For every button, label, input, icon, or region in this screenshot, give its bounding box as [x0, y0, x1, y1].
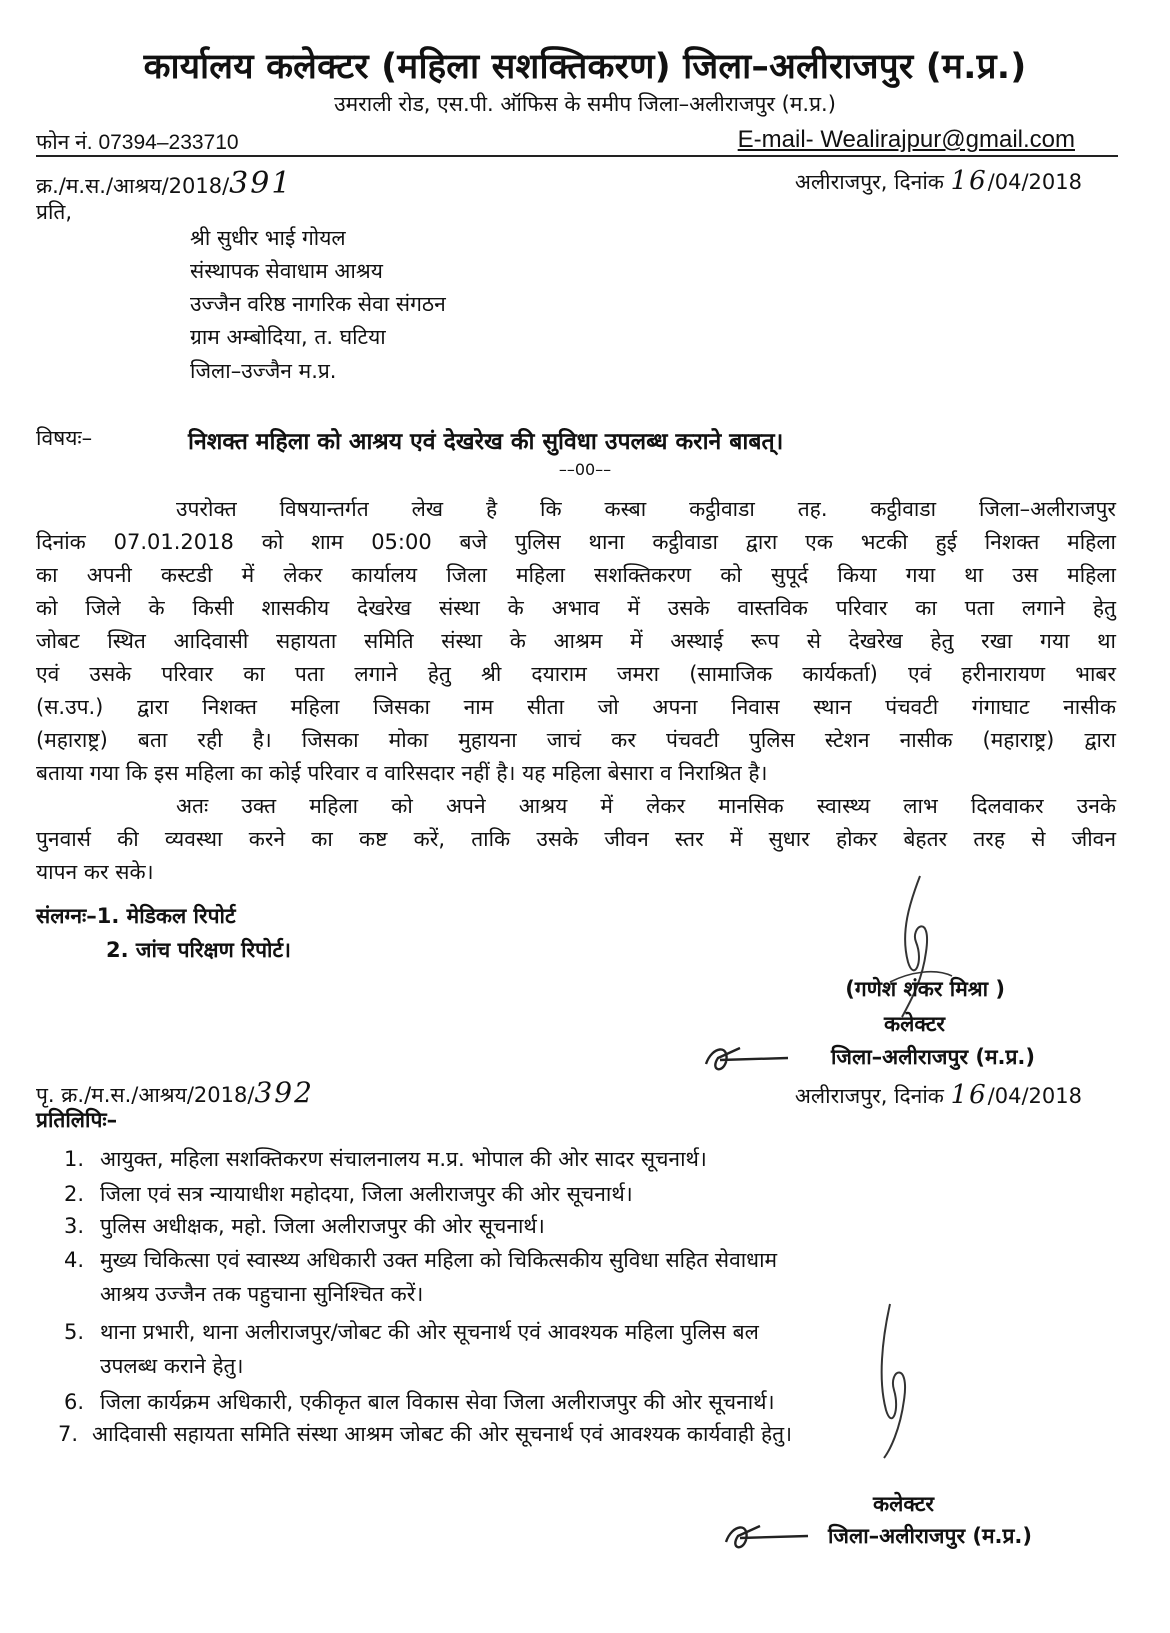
- phone-number: फोन नं. 07394–233710: [36, 131, 239, 154]
- copy-item-number: 5.: [64, 1320, 85, 1344]
- body-line: को जिले के किसी शासकीय देखरेख संस्था के अभाव में उसके वास्तविक परिवार का पता लगाने हेतु: [36, 596, 1116, 620]
- copy-item-text: आयुक्त, महिला सशक्तिकरण संचालनालय म.प्र. भोपाल की ओर सादर सूचनार्थ।: [100, 1147, 707, 1171]
- letterhead-address: उमराली रोड, एस.पी. ऑफिस के समीप जिला–अलीराजपुर (म.प्र.): [334, 92, 836, 116]
- body-line: (स.उप.) द्वारा निशक्त महिला जिसका नाम सीता जो अपना निवास स्थान पंचवटी गंगाघाट नासीक: [36, 695, 1116, 719]
- body-line: जोबट स्थित आदिवासी सहायता समिति संस्था के आश्रम में अस्थाई रूप से देखरेख हेतु रखा गया था: [36, 629, 1116, 653]
- copy-item-number: 2.: [64, 1182, 85, 1206]
- signatory-designation: कलेक्टर: [884, 1012, 945, 1036]
- recipient-line: उज्जैन वरिष्ठ नागरिक सेवा संगठन: [190, 292, 446, 316]
- recipient-line: संस्थापक सेवाधाम आश्रय: [190, 259, 383, 283]
- date-day-handwritten: 16: [950, 166, 988, 196]
- copy-item: [64, 1388, 775, 1416]
- copy-item-text: पुलिस अधीक्षक, महो. जिला अलीराजपुर की ओर सूचनार्थ।: [100, 1214, 545, 1238]
- copy-item: [64, 1246, 777, 1274]
- enclosures-first: [36, 902, 236, 930]
- reference-number: [36, 166, 292, 201]
- reference-date: [795, 166, 1082, 196]
- recipient-line: ग्राम अम्बोदिया, त. घटिया: [190, 325, 386, 349]
- copy-reference-prefix: पृ. क्र./म.स./आश्रय/2018/: [36, 1083, 255, 1107]
- copy-date-day-handwritten: 16: [950, 1080, 988, 1110]
- copy-item-number: 3.: [64, 1214, 85, 1238]
- body-paragraph-1: [36, 493, 1116, 790]
- copy-item-number: 7.: [58, 1422, 79, 1446]
- signatory-name: (गणेश शंकर मिश्रा ): [845, 977, 1005, 1001]
- body-line: यापन कर सके।: [36, 860, 154, 884]
- subject-divider: ––00––: [558, 460, 612, 479]
- header-rule: [36, 155, 1118, 157]
- date-month-year: /04/2018: [987, 170, 1082, 194]
- body-line: अतः उक्त महिला को अपने आश्रय में लेकर मानसिक स्वास्थ्य लाभ दिलवाकर उनके: [176, 794, 1116, 818]
- body-line: का अपनी कस्टडी में लेकर कार्यालय जिला महिला सशक्तिकरण को सुपूर्द किया गया था उस महिला: [36, 563, 1116, 587]
- copy-date-prefix: अलीराजपुर, दिनांक: [794, 1084, 951, 1108]
- initials-scribble: [700, 1040, 790, 1076]
- body-line: उपरोक्त विषयान्तर्गत लेख है कि कस्बा कट्ठीवाडा तह. कट्ठीवाडा जिला–अलीराजपुर: [176, 497, 1116, 521]
- signatory-district: जिला–अलीराजपुर (म.प्र.): [827, 1524, 1032, 1548]
- copy-item-text: थाना प्रभारी, थाना अलीराजपुर/जोबट की ओर सूचनार्थ एवं आवश्यक महिला पुलिस बल: [100, 1320, 759, 1344]
- body-line: (महाराष्ट्र) बता रही है। जिसका मोका मुहायना जाचं कर पंचवटी पुलिस स्टेशन नासीक (महाराष्ट्र) द्वारा: [36, 728, 1116, 752]
- copy-item: [64, 1180, 633, 1208]
- subject-label: विषयः–: [36, 426, 93, 450]
- initials-scribble: [720, 1518, 810, 1554]
- letterhead-title: कार्यालय कलेक्टर (महिला सशक्तिकरण) जिला–अलीराजपुर (म.प्र.): [143, 47, 1027, 87]
- copy-date-month-year: /04/2018: [987, 1084, 1082, 1108]
- copy-reference-handwritten-number: 392: [254, 1076, 314, 1109]
- copy-reference-date: [795, 1080, 1082, 1110]
- copy-item-text: जिला कार्यक्रम अधिकारी, एकीकृत बाल विकास सेवा जिला अलीराजपुर की ओर सूचनार्थ।: [100, 1390, 775, 1414]
- copy-item: [64, 1145, 707, 1173]
- salutation: प्रति,: [36, 200, 73, 224]
- body-line: एवं उसके परिवार का पता लगाने हेतु श्री दयाराम जमरा (सामाजिक कार्यकर्ता) एवं हरीनारायण भाबर: [36, 662, 1116, 686]
- signatory-designation: कलेक्टर: [873, 1492, 934, 1516]
- copy-item: [64, 1212, 545, 1240]
- copy-item-continuation: उपलब्ध कराने हेतु।: [100, 1354, 244, 1378]
- body-line: पुनवार्स की व्यवस्था करने का कष्ट करें, ताकि उसके जीवन स्तर में सुधार होकर बेहतर तरह से जीवन: [36, 827, 1116, 851]
- copy-item-number: 4.: [64, 1248, 85, 1272]
- body-line: बताया गया कि इस महिला का कोई परिवार व वारिसदार नहीं है। यह महिला बेसारा व निराश्रित है।: [36, 761, 768, 785]
- email-address: E-mail- Wealirajpur@gmail.com: [737, 126, 1075, 153]
- copy-item-text: जिला एवं सत्र न्यायाधीश महोदया, जिला अलीराजपुर की ओर सूचनार्थ।: [100, 1182, 633, 1206]
- date-prefix: अलीराजपुर, दिनांक: [794, 170, 951, 194]
- copy-item-text: आदिवासी सहायता समिति संस्था आश्रम जोबट की ओर सूचनार्थ एवं आवश्यक कार्यवाही हेतु।: [92, 1422, 793, 1446]
- enclosures-label: संलग्नः–: [36, 904, 97, 928]
- reference-handwritten-number: 391: [229, 166, 293, 201]
- copy-item-number: 1.: [64, 1147, 85, 1171]
- copy-item-continuation: आश्रय उज्जैन तक पहुचाना सुनिश्चित करें।: [100, 1282, 424, 1306]
- copy-item-number: 6.: [64, 1390, 85, 1414]
- reference-prefix: क्र./म.स./आश्रय/2018/: [36, 174, 230, 198]
- signature-scribble: [860, 1300, 930, 1460]
- copy-item: [64, 1318, 759, 1346]
- signatory-district: जिला–अलीराजपुर (म.प्र.): [830, 1045, 1035, 1069]
- subject-text: निशक्त महिला को आश्रय एवं देखरेख की सुविधा उपलब्ध कराने बाबत्।: [188, 429, 784, 455]
- enclosure-item: 2. जांच परिक्षण रिपोर्ट।: [106, 938, 292, 962]
- recipient-line: श्री सुधीर भाई गोयल: [190, 226, 346, 250]
- copy-item-text: मुख्य चिकित्सा एवं स्वास्थ्य अधिकारी उक्त महिला को चिकित्सकीय सुविधा सहित सेवाधाम: [100, 1248, 778, 1272]
- copy-item: [58, 1420, 792, 1448]
- enclosure-item: 1. मेडिकल रिपोर्ट: [96, 904, 236, 928]
- copy-reference-number: [36, 1076, 314, 1109]
- copies-label: प्रतिलिपिः–: [36, 1108, 118, 1132]
- body-line: दिनांक 07.01.2018 को शाम 05:00 बजे पुलिस थाना कट्ठीवाडा द्वारा एक भटकी हुई निशक्त महिला: [36, 530, 1116, 554]
- recipient-line: जिला–उज्जैन म.प्र.: [190, 359, 337, 383]
